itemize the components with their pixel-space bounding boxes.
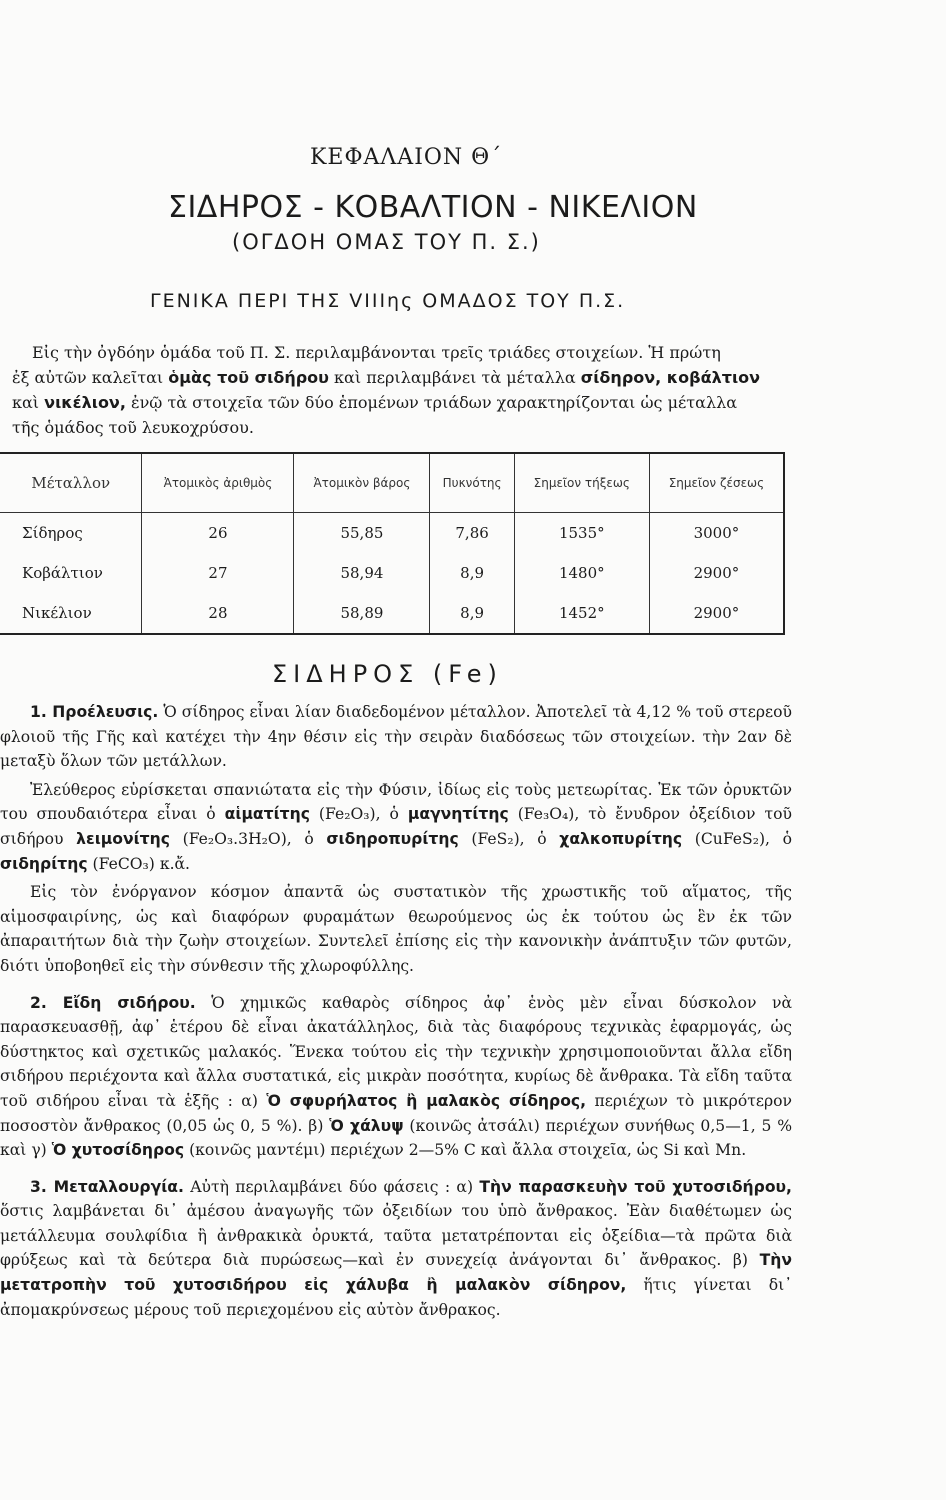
paragraph-text: Αὐτὴ περιλαμβάνει δύο φάσεις : α)	[183, 1177, 480, 1196]
paragraph-text: περιέχων τὸ μικρότερον ποσοστὸν ἄνθρακος (0,05 ὡς 0, 5 %). β)	[0, 1091, 792, 1135]
paragraph-text: (CuFeS₂), ὁ	[682, 829, 793, 848]
paragraph-text: (κοινῶς μαντέμι) περιέχων 2—5% C καὶ ἄλλα στοιχεῖα, ὡς Si καὶ Mn.	[184, 1141, 747, 1160]
chapter-title: ΣΙΔΗΡΟΣ - ΚΟΒΑΛΤΙΟΝ - ΝΙΚΕΛΙΟΝ	[168, 190, 698, 225]
intro-bold: νικέλιον,	[44, 393, 126, 412]
intro-text: καὶ	[12, 393, 45, 412]
paragraph-text: (Fe₂O₃.3H₂O), ὁ	[169, 829, 327, 848]
mineral-name: αἱματίτης	[224, 805, 310, 824]
intro-paragraph	[12, 340, 792, 440]
intro-bold: ὁμὰς τοῦ σιδήρου	[168, 368, 329, 387]
intro-text: Εἰς τὴν ὀγδόην ὁμάδα τοῦ Π. Σ. περιλαμβάνονται τρεῖς τριάδες στοιχείων. Ἡ πρώτη	[32, 343, 721, 362]
paragraph-text: (FeS₂), ὁ	[458, 829, 560, 848]
mineral-name: λειμονίτης	[76, 829, 170, 848]
table-header: Σημεῖον ζέσεως	[649, 453, 784, 513]
paragraph-text: (Fe₃O₄), τὸ ἔνυδρον ὀξείδιον τοῦ σιδήρου	[0, 805, 792, 848]
chapter-label: ΚΕΦΑΛΑΙΟΝ Θ΄	[310, 145, 503, 170]
table-cell: Κοβάλτιον	[22, 564, 103, 582]
table-cell: Νικέλιον	[22, 604, 92, 622]
paragraph-text: ὅστις λαμβάνεται δι᾽ ἀμέσου ἀναγωγῆς τῶν ὀξειδίων του ὑπὸ ἄνθρακος. Ἐὰν διαθέτωμεν ὡς μετάλλευμα σουλφίδια ἢ ἀνθρακικὰ ὀρυκτά, ταῦτα μετατρέπονται εἰς ὀξείδια—τὰ πρῶτα διὰ φρύξεως καὶ τὰ δεύτερα διὰ πυρώσεως—καὶ ἐν συνεχείᾳ ἀνάγονται δι᾽ ἄνθρακος. β)	[0, 1202, 792, 1270]
section-origin-heading: 1. Προέλευσις.	[30, 703, 159, 721]
section-origin	[0, 700, 792, 1326]
table-cell: 58,89	[294, 593, 430, 634]
intro-text: καὶ περιλαμβάνει τὰ μέταλλα	[328, 368, 581, 387]
table-cell: 26	[142, 513, 294, 554]
mineral-name: μαγνητίτης	[407, 805, 509, 824]
intro-text: ἐξ αὐτῶν καλεῖται	[12, 368, 169, 387]
table-cell: 8,9	[430, 553, 514, 593]
table-cell: 55,85	[294, 513, 430, 554]
metals-table	[0, 452, 785, 635]
table-cell: 7,86	[430, 513, 514, 554]
table-cell: 28	[142, 593, 294, 634]
table-cell: 27	[142, 553, 294, 593]
table-header-row	[0, 453, 784, 513]
table-header: Σημεῖον τήξεως	[514, 453, 649, 513]
table-cell: 2900°	[649, 553, 784, 593]
paragraph-text: Ἐλεύθερος εὑρίσκεται σπανιώτατα εἰς τὴν Φύσιν, ἰδίως εἰς τοὺς μετεωρίτας. Ἐκ τῶν ὀρυκτῶν του σπουδαιότερα εἶναι ὁ	[0, 780, 792, 824]
table-header: Ἀτομικὸς ἀριθμὸς	[142, 453, 294, 513]
table-header: Μέταλλον	[0, 453, 142, 513]
process-step: Τὴν παρασκευὴν τοῦ χυτοσιδήρου,	[479, 1177, 792, 1196]
table-cell: Σίδηρος	[22, 524, 83, 542]
paragraph-text: ἥτις γίνεται δι᾽ ἀπομακρύνσεως μέρους τοῦ περιεχομένου εἰς αὐτὸν ἄνθρακος.	[0, 1276, 793, 1319]
section-metallurgy-heading: 3. Μεταλλουργία.	[30, 1177, 184, 1196]
table-cell: 8,9	[430, 593, 514, 634]
paragraph-text: (κοινῶς ἀτσάλι) περιέχων συνήθως 0,5—1, 5 % καὶ γ)	[0, 1116, 793, 1160]
iron-type: Ὁ χάλυψ	[329, 1116, 404, 1135]
table-cell: 1535°	[514, 513, 649, 554]
intro-bold: σίδηρον, κοβάλτιον	[580, 368, 761, 387]
paragraph-text: Ὁ χημικῶς καθαρὸς σίδηρος ἀφ᾽ ἑνὸς μὲν εἶναι δύσκολον νὰ παρασκευασθῇ, ἀφ᾽ ἑτέρου δὲ εἶναι ἀκατάλληλος, διὰ τὰς διαφόρους τεχνικὰς ἐφαρμογάς, ὡς δύστηκτος καὶ σχετικῶς μαλακός. Ἕνεκα τούτου εἰς τὴν τεχνικὴν χρησιμοποιοῦνται ἄλλα εἴδη σιδήρου περιέχοντα καὶ ἄλλα συστατικά, εἰς μικρὰν ποσότητα, κυρίως δὲ ἄνθρακα. Τὰ εἴδη ταῦτα τοῦ σιδήρου εἶναι τὰ ἑξῆς : α)	[0, 993, 792, 1110]
table-cell: 1480°	[514, 553, 649, 593]
chapter-subtitle: (ΟΓΔΟΗ ΟΜΑΣ ΤΟΥ Π. Σ.)	[232, 230, 541, 254]
intro-text: ἐνῷ τὰ στοιχεῖα τῶν δύο ἑπομένων τριάδων χαρακτηρίζονται ὡς μέταλλα	[125, 393, 738, 412]
paragraph-text: Εἰς τὸν ἐνόργανον κόσμον ἀπαντᾶ ὡς συστατικὸν τῆς χρωστικῆς τοῦ αἵματος, τῆς αἱμοσφαιρίνης, ὡς καὶ διαφόρων φυραμάτων θεωρούμενος ὡς ἐκ τούτου ὡς ἓν ἐκ τῶν ἀπαραιτήτων διὰ τὴν ζωὴν στοιχείων. Συντελεῖ ἐπίσης εἰς τὴν κανονικὴν ἀνάπτυξιν τῶν φυτῶν, διότι ὑποβοηθεῖ εἰς τὴν σύνθεσιν τῆς χλωροφύλλης.	[0, 883, 792, 975]
paragraph-text: (FeCO₃) κ.ἄ.	[87, 854, 191, 873]
table-header: Πυκνότης	[430, 453, 514, 513]
mineral-name: χαλκοπυρίτης	[559, 829, 683, 848]
mineral-name: σιδηρίτης	[0, 854, 88, 873]
table-row	[0, 593, 784, 634]
intro-text: τῆς ὁμάδος τοῦ λευκοχρύσου.	[12, 418, 254, 437]
table-row	[0, 553, 784, 593]
table-row	[0, 513, 784, 554]
section-title: ΓΕΝΙΚΑ ΠΕΡΙ ΤΗΣ VIIIης ΟΜΑΔΟΣ ΤΟΥ Π.Σ.	[150, 290, 626, 312]
paragraph-text: (Fe₂O₃), ὁ	[309, 805, 408, 824]
section-heading-iron: ΣΙΔΗΡΟΣ (Fe)	[272, 660, 503, 688]
mineral-name: σιδηροπυρίτης	[326, 829, 459, 848]
table-cell: 58,94	[294, 553, 430, 593]
section-kinds-heading: 2. Εἴδη σιδήρου.	[30, 993, 196, 1012]
iron-type: Ὁ σφυρήλατος ἢ μαλακὸς σίδηρος,	[266, 1091, 587, 1110]
paragraph-text: Ὁ σίδηρος εἶναι λίαν διαδεδομένον μέταλλον. Ἀποτελεῖ τὰ 4,12 % τοῦ στερεοῦ φλοιοῦ τῆς Γῆς καὶ κατέχει τὴν 4ην θέσιν εἰς τὴν σειρὰν διαδόσεως τῶν στοιχείων. τὴν 2αν δὲ μεταξὺ ὅλων τῶν μετάλλων.	[0, 703, 792, 771]
table-header: Ἀτομικὸν βάρος	[294, 453, 430, 513]
table-cell: 2900°	[649, 593, 784, 634]
process-step: Τὴν μετατροπὴν τοῦ χυτοσιδήρου εἰς χάλυβα ἢ μαλακὸν σίδηρον,	[0, 1251, 792, 1295]
iron-type: Ὁ χυτοσίδηρος	[51, 1141, 185, 1160]
table-cell: 1452°	[514, 593, 649, 634]
table-cell: 3000°	[649, 513, 784, 554]
